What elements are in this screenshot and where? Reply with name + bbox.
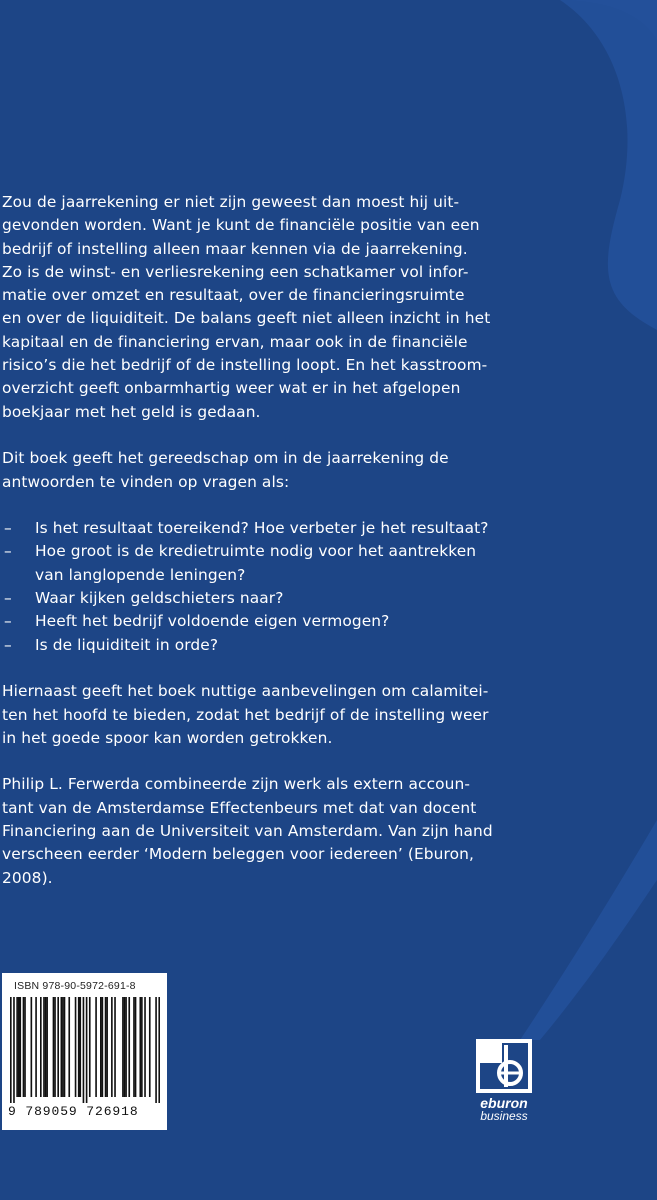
text-line: tant van de Amsterdamse Effectenbeurs met dat van docent <box>2 798 477 817</box>
barcode-bars-icon <box>10 997 160 1103</box>
text-line: overzicht geeft onbarmhartig weer wat er in het afgelopen <box>2 379 461 398</box>
barcode-bar <box>54 997 56 1097</box>
barcode-bar <box>114 997 116 1097</box>
barcode-bar <box>35 997 37 1097</box>
barcode-bar <box>10 997 12 1103</box>
barcode-bar <box>158 997 160 1103</box>
publisher-name: eburon <box>480 1095 528 1111</box>
text-line: risico’s die het bedrijf of de instelling loopt. En het kasstroom- <box>2 356 488 375</box>
isbn-label: ISBN 978-90-5972-691-8 <box>14 980 136 992</box>
text-line: 2008). <box>2 868 53 887</box>
barcode-bar <box>122 997 124 1097</box>
barcode-bar <box>18 997 20 1097</box>
text-line: verscheen eerder ‘Modern beleggen voor iedereen’ (Eburon, <box>2 845 474 864</box>
barcode-bar <box>144 997 146 1097</box>
barcode-bar <box>68 997 70 1097</box>
text-line: ten het hoofd te bieden, zodat het bedrijf of de instelling weer <box>2 705 489 724</box>
tools-paragraph <box>0 447 657 494</box>
isbn-barcode <box>2 973 167 1130</box>
barcode-bar <box>124 997 126 1097</box>
barcode-bar <box>24 997 26 1097</box>
paragraph-gap <box>0 657 657 680</box>
barcode-bar <box>155 997 157 1103</box>
text-line: antwoorden te vinden op vragen als: <box>2 472 290 491</box>
barcode-bar <box>62 997 64 1097</box>
barcode-bar <box>139 997 141 1097</box>
barcode-bar <box>79 997 81 1097</box>
barcode-bar <box>13 997 15 1103</box>
list-item-text: van langlopende leningen? <box>35 565 246 584</box>
advice-paragraph <box>0 680 657 750</box>
barcode-bar <box>141 997 143 1097</box>
list-item <box>0 610 657 633</box>
barcode-bar <box>100 997 102 1097</box>
author-paragraph <box>0 773 657 889</box>
paragraph-gap <box>0 750 657 773</box>
barcode-bar <box>61 997 63 1097</box>
barcode-bar <box>106 997 108 1097</box>
text-line: matie over omzet en resultaat, over de financieringsruimte <box>2 286 465 305</box>
barcode-bar <box>31 997 33 1097</box>
barcode-bar <box>83 997 85 1103</box>
dash-bullet: – <box>4 612 12 631</box>
barcode-bar <box>128 997 130 1097</box>
text-line: kapitaal en de financiering ervan, maar ook in de financiële <box>2 332 468 351</box>
barcode-bar <box>53 997 55 1097</box>
dash-bullet: – <box>4 589 12 608</box>
list-item-text: Is de liquiditeit in orde? <box>35 635 219 654</box>
barcode-bar <box>45 997 47 1097</box>
paragraph-gap <box>0 494 657 517</box>
paragraph-gap <box>0 424 657 447</box>
list-item <box>0 540 657 587</box>
back-cover-text <box>0 191 657 890</box>
barcode-bar <box>95 997 97 1097</box>
barcode-bar <box>89 997 91 1097</box>
barcode-bar <box>16 997 18 1097</box>
barcode-bar <box>75 997 77 1097</box>
eburon-logo-icon <box>476 1039 532 1093</box>
text-line: Dit boek geeft het gereedschap om in de jaarrekening de <box>2 449 449 468</box>
barcode-bar <box>135 997 137 1097</box>
barcode-bar <box>105 997 107 1097</box>
barcode-bar <box>102 997 104 1097</box>
barcode-bar <box>23 997 25 1097</box>
text-line: Financiering aan de Universiteit van Amsterdam. Van zijn hand <box>2 822 493 841</box>
barcode-bar <box>43 997 45 1097</box>
barcode-bar <box>111 997 113 1097</box>
barcode-bar <box>133 997 135 1097</box>
text-line: boekjaar met het geld is gedaan. <box>2 402 261 421</box>
list-item-text: Waar kijken geldschieters naar? <box>35 589 284 608</box>
barcode-bar <box>86 997 88 1103</box>
barcode-bar <box>78 997 80 1097</box>
dash-bullet: – <box>4 542 12 561</box>
ean-digits: 9 789059 726918 <box>8 1104 139 1119</box>
list-item-text: Heeft het bedrijf voldoende eigen vermogen? <box>35 612 390 631</box>
barcode-bar <box>149 997 151 1097</box>
list-item <box>0 634 657 657</box>
list-item <box>0 587 657 610</box>
barcode-bar <box>46 997 48 1097</box>
text-line: Zou de jaarrekening er niet zijn geweest dan moest hij uit- <box>2 193 460 211</box>
barcode-bar <box>19 997 21 1097</box>
barcode-bar <box>125 997 127 1097</box>
list-item-text: Is het resultaat toereikend? Hoe verbeter je het resultaat? <box>35 519 489 538</box>
text-line: bedrijf of instelling alleen maar kennen via de jaarrekening. <box>2 239 468 258</box>
text-line: Philip L. Ferwerda combineerde zijn werk als extern accoun- <box>2 775 471 794</box>
question-list <box>0 517 657 657</box>
intro-paragraph <box>0 191 657 424</box>
barcode-bar <box>64 997 66 1097</box>
text-line: gevonden worden. Want je kunt de financiële positie van een <box>2 216 480 235</box>
text-line: in het goede spoor kan worden getrokken. <box>2 728 333 747</box>
list-item <box>0 517 657 540</box>
barcode-bar <box>57 997 59 1097</box>
text-line: en over de liquiditeit. De balans geeft niet alleen inzicht in het <box>2 309 491 328</box>
barcode-bar <box>40 997 42 1097</box>
text-line: Hiernaast geeft het boek nuttige aanbevelingen om calamitei- <box>2 682 489 701</box>
dash-bullet: – <box>4 519 12 538</box>
list-item-text: Hoe groot is de kredietruimte nodig voor het aantrekken <box>35 542 477 561</box>
publisher-logo <box>476 1039 532 1123</box>
dash-bullet: – <box>4 635 12 654</box>
text-line: Zo is de winst- en verliesrekening een schatkamer vol infor- <box>2 262 469 281</box>
publisher-imprint: business <box>480 1109 528 1123</box>
